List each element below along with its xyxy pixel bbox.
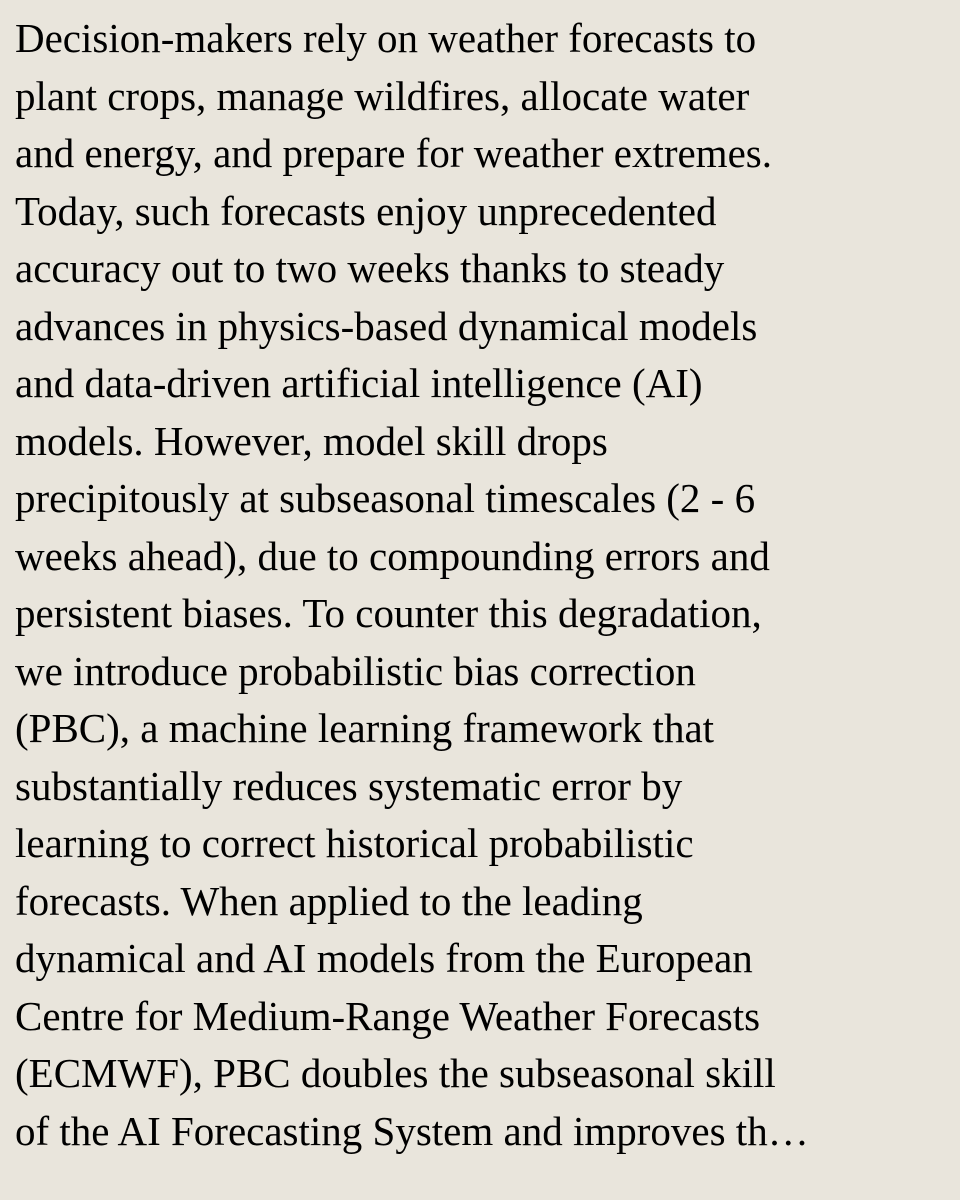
- text-line: learning to correct historical probabilistic: [15, 820, 694, 866]
- text-line: and energy, and prepare for weather extremes.: [15, 130, 772, 176]
- text-line: substantially reduces systematic error by: [15, 762, 683, 809]
- text-line: advances in physics-based dynamical models: [15, 302, 758, 349]
- text-line: plant crops, manage wildfires, allocate water: [15, 72, 750, 119]
- text-line: models. However, model skill drops: [15, 417, 608, 464]
- text-line: and data-driven artificial intelligence (AI): [15, 360, 703, 406]
- text-line: forecasts. When applied to the leading: [15, 877, 643, 924]
- text-line: Today, such forecasts enjoy unprecedented: [15, 187, 717, 234]
- text-line: Centre for Medium-Range Weather Forecasts: [15, 992, 761, 1039]
- text-line: we introduce probabilistic bias correction: [15, 647, 696, 694]
- text-line: persistent biases. To counter this degradation,: [15, 590, 762, 636]
- text-line: of the AI Forecasting System and improves th…: [15, 1107, 809, 1154]
- text-line: (PBC), a machine learning framework that: [15, 705, 715, 751]
- text-line: weeks ahead), due to compounding errors and: [15, 532, 770, 579]
- text-line: dynamical and AI models from the European: [15, 935, 753, 981]
- text-line: Decision-makers rely on weather forecasts to: [15, 15, 757, 61]
- text-line: precipitously at subseasonal timescales (2 - 6: [15, 475, 756, 521]
- abstract-text: [15, 10, 955, 1160]
- text-line: (ECMWF), PBC doubles the subseasonal skill: [15, 1050, 776, 1096]
- text-line: accuracy out to two weeks thanks to steady: [15, 245, 725, 291]
